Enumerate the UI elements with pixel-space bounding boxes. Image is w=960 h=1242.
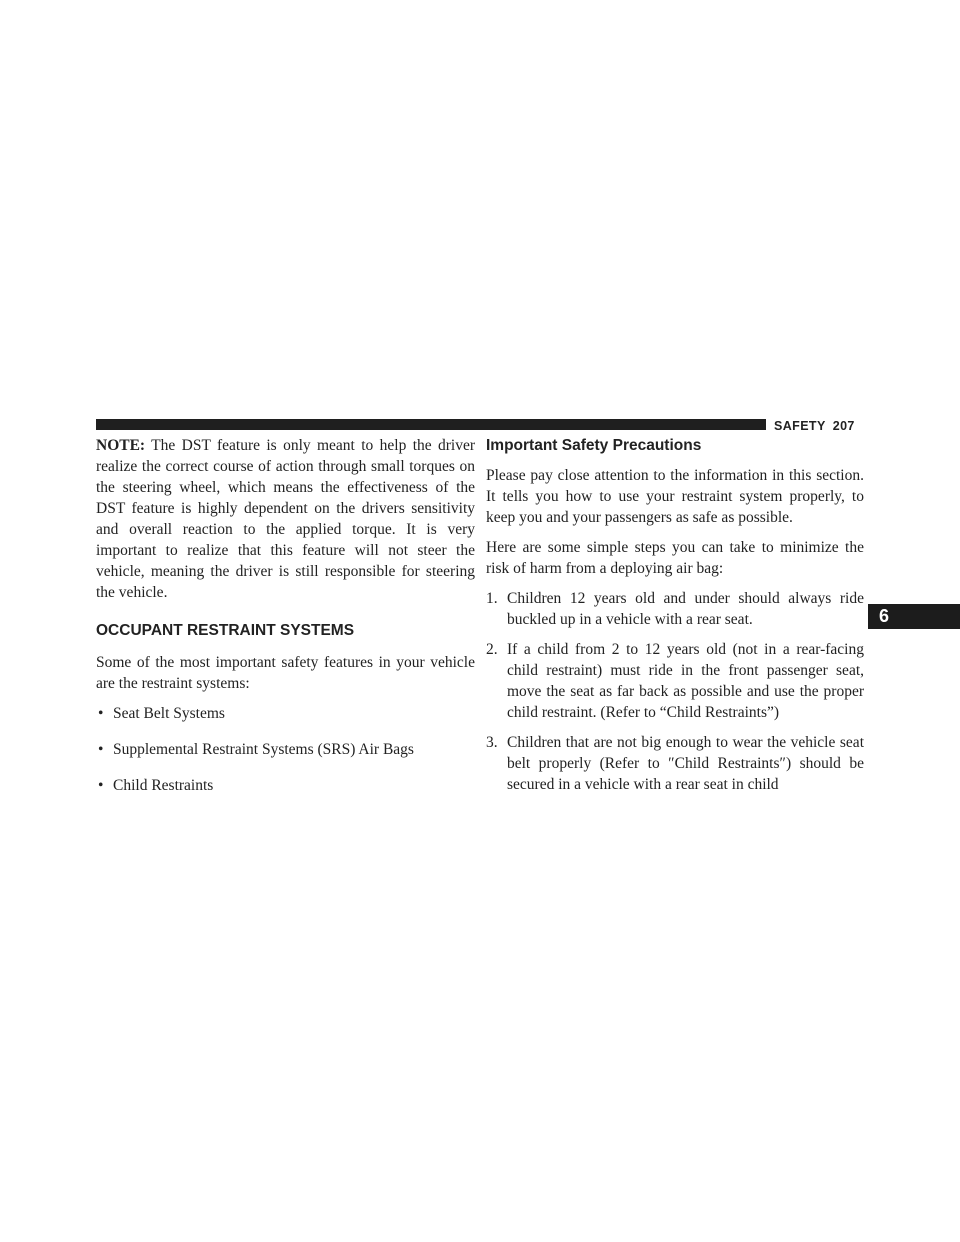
note-paragraph: [96, 435, 475, 603]
right-column: [486, 435, 864, 804]
step-text: Children that are not big enough to wear the vehicle seat belt properly (Refer to ″Child Restraints″) should be secured in a vehicle with a rear seat in child: [507, 734, 864, 793]
steps-intro: Here are some simple steps you can take to minimize the risk of harm from a deploying air bag:: [486, 539, 864, 577]
chapter-tab: 6: [868, 604, 960, 629]
page-number: 207: [832, 419, 855, 433]
steps-list: [486, 588, 864, 795]
step-number: 1.: [486, 590, 498, 607]
list-item: • Seat Belt Systems: [98, 705, 225, 722]
list-item: [486, 588, 864, 630]
note-text: The DST feature is only meant to help the driver realize the correct course of action through small torques on the steering wheel, which means the effectiveness of the DST feature is highly dependent on the drivers sensitivity and overall reaction to the applied torque. It is very important to realize that this feature will not steer the vehicle, meaning the driver is still responsible for steering the vehicle.: [96, 437, 475, 601]
step-number: 3.: [486, 734, 498, 751]
section-title: SAFETY: [774, 419, 826, 433]
left-column: [96, 435, 475, 811]
precautions-paragraph: Please pay close attention to the information in this section. It tells you how to use your restraint system properly, to keep you and your passengers as safe as possible.: [486, 467, 864, 526]
step-text: If a child from 2 to 12 years old (not in a rear-facing child restraint) must ride in the front passenger seat, move the seat as far back as possible and use the proper child restraint. (Refer to “Child Restraints”): [507, 641, 864, 721]
step-text: Children 12 years old and under should always ride buckled up in a vehicle with a rear seat.: [507, 590, 864, 628]
note-label: NOTE:: [96, 437, 146, 454]
header-rule: [96, 419, 766, 430]
restraint-list: [96, 703, 475, 796]
list-item: • Supplemental Restraint Systems (SRS) Air Bags: [98, 741, 414, 758]
list-item: • Child Restraints: [98, 777, 214, 794]
restraint-intro: Some of the most important safety features in your vehicle are the restraint systems:: [96, 654, 475, 692]
list-item: [486, 639, 864, 723]
bullet-marker: •: [98, 705, 104, 722]
list-item: [486, 732, 864, 795]
bullet-marker: •: [98, 777, 104, 794]
step-number: 2.: [486, 641, 498, 658]
running-header: [774, 419, 855, 433]
bullet-marker: •: [98, 741, 104, 758]
section-heading-occupant-restraint: OCCUPANT RESTRAINT SYSTEMS: [96, 622, 355, 639]
section-heading-safety-precautions: Important Safety Precautions: [486, 437, 702, 454]
